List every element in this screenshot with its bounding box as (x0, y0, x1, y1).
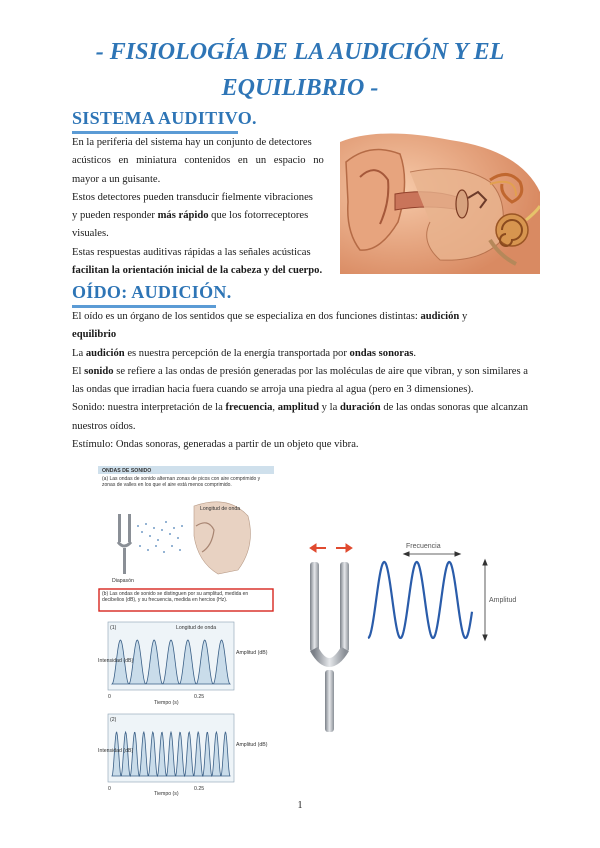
fig-caption-b-wrap (102, 591, 270, 609)
fig-panel-1-amplabel: Amplitud (dB) (236, 650, 268, 656)
section-heading-oido-audicion: OÍDO: AUDICIÓN. (72, 282, 232, 302)
fig-panel-1-ylabel: Intensidad (dB) (98, 658, 134, 664)
s1-line-5c: que los fotorreceptores (208, 210, 309, 222)
s1-bold-mas-rapido: más rápido (157, 210, 209, 222)
page-number: 1 (297, 800, 303, 811)
s2-para-3 (72, 363, 528, 400)
fig-caption-a: (a) Las ondas de sonido alternan zonas de picos con aire comprimido y zonas de valles en los que el aire está menos comprimido. (102, 476, 261, 488)
ear-anatomy-illustration (340, 132, 540, 274)
s2-bold-duracion: duración (340, 402, 381, 414)
s2-bold-audicion-2: audición (85, 347, 125, 359)
s2-bold-amplitud: amplitud (277, 402, 319, 414)
freq-label: Frecuencia (406, 543, 441, 550)
s1-line-5 (72, 207, 334, 225)
s2-p2-e: . (413, 347, 417, 359)
s1-line-3: mayor a un guisante. (72, 173, 161, 185)
s2-p3-a: El (72, 365, 85, 377)
title-line-2: EQUILIBRIO - (221, 75, 379, 101)
section1-text (72, 134, 334, 280)
s2-p1-c: y (459, 311, 468, 322)
section2-text (72, 308, 528, 454)
sound-wave-curve (368, 562, 472, 638)
s2-p4-g: de las ondas sonoras que alcanzan nuestros oídos. (72, 402, 528, 432)
s2-p4-e: y la (318, 402, 340, 414)
fig-panel-1-wavelength: Longitud de onda (176, 625, 217, 631)
s2-para-4 (72, 399, 528, 436)
freq-arrow (404, 552, 460, 556)
fig-panel-1-tag: (1) (110, 625, 117, 631)
fig-panel-1-xlabel: Tiempo (s) (154, 700, 179, 706)
s1-line-5a: y pueden responder (72, 210, 158, 222)
fig-header-text: ONDAS DE SONIDO (102, 468, 152, 475)
sound-waves-textbook-figure (98, 466, 274, 796)
page-title (40, 34, 560, 106)
s2-bold-sonido: sonido (84, 365, 114, 377)
fig-label-fork: Diapasón (112, 578, 134, 584)
s2-p4-a: Sonido: nuestra interpretación de la (72, 402, 226, 414)
fig-caption-b: (b) Las ondas de sonido se distinguen por su amplitud, medida en decibelios (dB), y su frecuencia, medida en hercios (Hz). (102, 591, 249, 603)
tuning-fork-icon (310, 562, 349, 732)
s2-p4-c: , (272, 402, 278, 414)
s2-para-5: Estímulo: Ondas sonoras, generadas a partir de un objeto que vibra. (72, 439, 359, 451)
fig-panel-2-tick0: 0 (108, 786, 111, 792)
s1-line-6: visuales. (72, 228, 109, 240)
s1-line-8 (72, 262, 334, 280)
fig-panel-2-tag: (2) (110, 717, 117, 723)
fig-panel-1-tick0: 0 (108, 694, 111, 700)
fig-panel-1-tickend: 0.25 (194, 694, 205, 700)
title-line-1: - FISIOLOGÍA DE LA AUDICIÓN Y EL (95, 39, 505, 65)
section-heading-sistema-auditivo: SISTEMA AUDITIVO. (72, 108, 257, 128)
s2-p2-c: es nuestra percepción de la energía transportada por (124, 347, 350, 359)
fig-panel-2-xlabel: Tiempo (s) (154, 791, 179, 796)
fig-panel-2-ylabel: Intensidad (dB) (98, 748, 134, 754)
s2-p3-c: se refiere a las ondas de presión generadas por las moléculas de aire que vibran, y son similares a las ondas que irradian hacia fuera cuando se arroja una piedra al agua (pero en 3 dimensiones). (72, 365, 528, 396)
tuning-fork-wave-figure (280, 534, 542, 734)
s2-bold-ondas-sonoras: ondas sonoras (349, 347, 414, 359)
s1-line-7: Estas respuestas auditivas rápidas a las señales acústicas (72, 246, 311, 258)
s2-p1-a: El oído es un órgano de los sentidos que se especializa en dos funciones distintas: (72, 311, 421, 322)
fig-panel-2-amplabel: Amplitud (dB) (236, 742, 268, 748)
s1-line-2: acústicos en miniatura contenidos en un espacio no (72, 155, 324, 167)
s2-bold-equilibrio: equilibrio (72, 329, 117, 341)
s2-bold-audicion: audición (420, 311, 460, 322)
s2-p2-a: La (72, 347, 86, 359)
s2-para-2 (72, 345, 528, 363)
vibration-arrows (310, 544, 352, 552)
amplitude-arrow (483, 560, 487, 640)
s2-para-1 (72, 308, 528, 345)
fig-panel-2-tickend: 0.25 (194, 786, 205, 792)
s2-bold-frecuencia: frecuencia (225, 402, 273, 414)
s1-line-4: Estos detectores pueden transducir fielmente vibraciones (72, 191, 313, 203)
amp-label: Amplitud (489, 597, 517, 604)
s1-bold-orientacion: facilitan la orientación inicial de la cabeza y del cuerpo. (72, 265, 323, 277)
fig-label-wavelength: Longitud de onda (200, 506, 241, 512)
fig-caption-a-wrap (102, 476, 270, 494)
s1-line-1: En la periferia del sistema hay un conjunto de detectores (72, 137, 312, 148)
